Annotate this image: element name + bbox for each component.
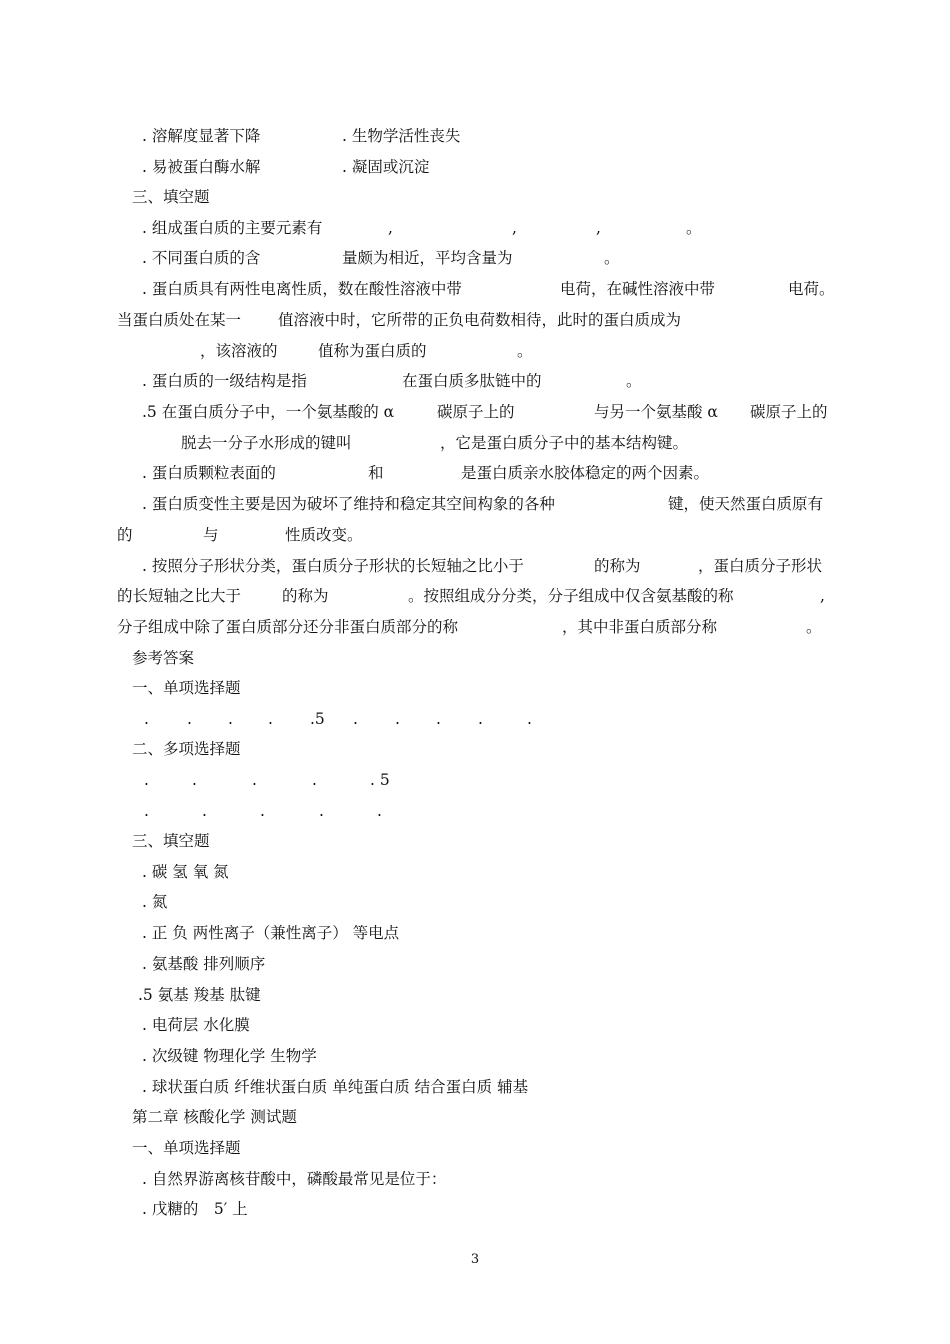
question-text: 脱去一分子水形成的键叫 — [181, 434, 352, 452]
choice-a: . 戊糖的 5′ 上 — [142, 1200, 248, 1218]
section-heading: 一、单项选择题 — [132, 1139, 241, 1157]
chapter-title: 第二章 核酸化学 测试题 — [132, 1108, 297, 1126]
question-text: 值溶液中时，它所带的正负电荷数相待，此时的蛋白质成为 — [278, 311, 682, 329]
answer-mark: . — [312, 771, 317, 789]
page-number: 3 — [470, 1252, 480, 1267]
question-text: 在蛋白质多肽链中的 — [402, 372, 542, 390]
answer-mark: . — [319, 802, 324, 820]
answer-mark: . — [395, 710, 400, 728]
answer-mark: . — [353, 710, 358, 728]
question-text: , — [388, 219, 393, 237]
question-text: 。按照组成分分类，分子组成中仅含氨基酸的称 — [408, 587, 734, 605]
answer-line: . 氨基酸 排列顺序 — [142, 955, 266, 973]
question-text: . 蛋白质变性主要是因为破坏了维持和稳定其空间构象的各种 — [142, 495, 555, 513]
question-text: , — [512, 219, 517, 237]
question-text: 的长短轴之比大于 — [117, 587, 242, 605]
answer-mark: . — [377, 802, 382, 820]
question-text: 。 — [806, 618, 822, 636]
choice-d: . 凝固或沉淀 — [342, 158, 430, 176]
question-text: 值称为蛋白质的 — [318, 342, 427, 360]
question-text: .5 在蛋白质分子中，一个氨基酸的 α — [142, 403, 395, 421]
answer-line: . 球状蛋白质 纤维状蛋白质 单纯蛋白质 结合蛋白质 辅基 — [142, 1078, 529, 1096]
question-text: 碳原子上的 — [437, 403, 515, 421]
question-text: 量颇为相近，平均含量为 — [342, 249, 513, 267]
section-heading: 一、单项选择题 — [132, 679, 241, 697]
question-text: , — [820, 587, 825, 605]
answer-line: . 正 负 两性离子（兼性离子） 等电点 — [142, 924, 400, 942]
question-text: 与另一个氨基酸 α — [594, 403, 718, 421]
answer-line: . 次级键 物理化学 生物学 — [142, 1047, 317, 1065]
question-text: 当蛋白质处在某一 — [117, 311, 242, 329]
section-heading: 二、多项选择题 — [132, 740, 241, 758]
question-text: . 组成蛋白质的主要元素有 — [142, 219, 323, 237]
question-text: , — [596, 219, 601, 237]
question-text: ，该溶液的 — [200, 342, 278, 360]
question-text: 。 — [604, 249, 620, 267]
question-text: 键，使天然蛋白质原有 — [668, 495, 824, 513]
answer-mark: . — [202, 802, 207, 820]
question-text: 与 — [203, 526, 219, 544]
section-heading: 三、填空题 — [132, 832, 210, 850]
choice-c: . 易被蛋白酶水解 — [142, 158, 261, 176]
answer-mark: . — [260, 802, 265, 820]
answer-mark: . — [268, 710, 273, 728]
question-text: 电荷，在碱性溶液中带 — [560, 280, 716, 298]
question-text: 碳原子上的 — [750, 403, 828, 421]
answer-mark: .5 — [310, 710, 325, 728]
question-text: . 不同蛋白质的含 — [142, 249, 261, 267]
question-text: 。 — [626, 372, 642, 390]
answer-mark: . — [187, 710, 192, 728]
question-text: . 蛋白质具有两性电离性质，数在酸性溶液中带 — [142, 280, 462, 298]
question-text: ，它是蛋白质分子中的基本结构键。 — [440, 434, 689, 452]
answer-mark: . — [527, 710, 532, 728]
question-text: 和 — [368, 464, 384, 482]
answers-heading: 参考答案 — [132, 649, 195, 667]
question-text: ，蛋白质分子形状 — [698, 557, 823, 575]
answer-line: . 碳 氢 氧 氮 — [142, 863, 229, 881]
answer-mark: . — [228, 710, 233, 728]
answer-mark: . — [144, 771, 149, 789]
question-text: 性质改变。 — [285, 526, 363, 544]
question-text: 的称为 — [282, 587, 329, 605]
section-heading: 三、填空题 — [132, 188, 210, 206]
answer-mark: . — [478, 710, 483, 728]
answer-line: . 电荷层 水化膜 — [142, 1016, 250, 1034]
question-text: 的 — [117, 526, 133, 544]
answer-line: .5 氨基 羧基 肽键 — [138, 986, 261, 1004]
answer-mark: . — [144, 710, 149, 728]
question-text: 电荷。 — [788, 280, 835, 298]
answer-line: . 氮 — [142, 893, 168, 911]
question-text: 分子组成中除了蛋白质部分还分非蛋白质部分的称 — [117, 618, 459, 636]
question-text: . 蛋白质颗粒表面的 — [142, 464, 276, 482]
answer-mark: . 5 — [370, 771, 390, 789]
question-text: 是蛋白质亲水胶体稳定的两个因素。 — [461, 464, 710, 482]
question-text: 。 — [686, 219, 702, 237]
question-text: . 按照分子形状分类，蛋白质分子形状的长短轴之比小于 — [142, 557, 524, 575]
choice-c: . 溶解度显著下降 — [142, 127, 261, 145]
answer-mark: . — [144, 802, 149, 820]
question-text: . 蛋白质的一级结构是指 — [142, 372, 307, 390]
answer-mark: . — [192, 771, 197, 789]
question-text: ，其中非蛋白质部分称 — [562, 618, 718, 636]
question-text: . 自然界游离核苷酸中，磷酸最常见是位于： — [142, 1170, 447, 1188]
answer-mark: . — [436, 710, 441, 728]
question-text: 的称为 — [594, 557, 641, 575]
question-text: 。 — [517, 342, 533, 360]
choice-d: . 生物学活性丧失 — [342, 127, 461, 145]
answer-mark: . — [252, 771, 257, 789]
